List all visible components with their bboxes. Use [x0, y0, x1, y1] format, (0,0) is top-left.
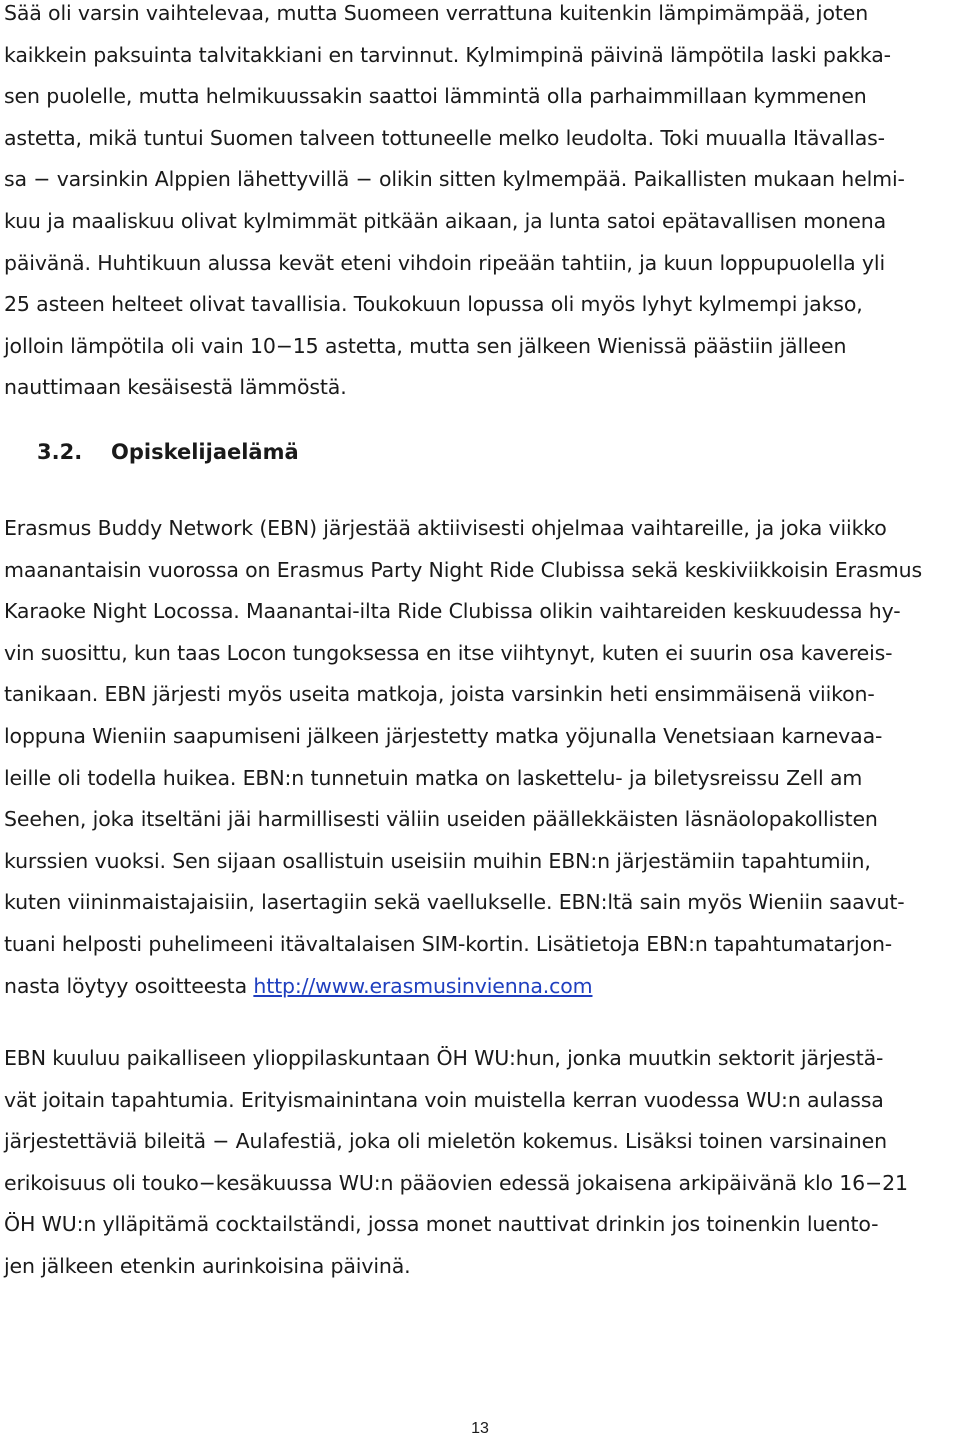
- text-line: loppuna Wieniin saapumiseni jälkeen järjestetty matka yöjunalla Venetsiaan karnevaa-: [4, 723, 883, 748]
- paragraph-weather: [4, 0, 905, 409]
- text-line: kurssien vuoksi. Sen sijaan osallistuin useisiin muihin EBN:n järjestämiin tapahtumiin,: [4, 848, 871, 873]
- text-line: astetta, mikä tuntui Suomen talveen tottuneelle melko leudolta. Toki muualla Itävallas-: [4, 125, 885, 150]
- section-heading: [4, 440, 299, 464]
- text-line: ÖH WU:n ylläpitämä cocktailständi, jossa monet nauttivat drinkin jos toinenkin luento-: [4, 1212, 879, 1237]
- text-line: sen puolelle, mutta helmikuussakin saattoi lämmintä olla parhaimmillaan kymmenen: [4, 84, 867, 109]
- text-line-with-link: [4, 966, 922, 1008]
- text-line: sa − varsinkin Alppien lähettyvillä − olikin sitten kylmempää. Paikallisten mukaan helmi-: [4, 167, 905, 192]
- text-line: kaikkein paksuinta talvitakkiani en tarvinnut. Kylmimpinä päivinä lämpötila laski pakka-: [4, 42, 891, 67]
- text-line: päivänä. Huhtikuun alussa kevät eteni vihdoin ripeään tahtiin, ja kuun loppupuolella yli: [4, 250, 886, 275]
- text-line: Karaoke Night Locossa. Maanantai-ilta Ride Clubissa olikin vaihtareiden keskuudessa hy-: [4, 599, 901, 624]
- text-line: Seehen, joka itseltäni jäi harmillisesti väliin useiden päällekkäisten läsnäolopakollisten: [4, 807, 878, 832]
- paragraph-ebn: [4, 508, 922, 1007]
- erasmus-vienna-link[interactable]: http://www.erasmusinvienna.com: [253, 973, 593, 998]
- text-line: Erasmus Buddy Network (EBN) järjestää aktiivisesti ohjelmaa vaihtareille, ja joka viikko: [4, 516, 887, 540]
- text-line: järjestettäviä bileitä − Aulafestiä, joka oli mieletön kokemus. Lisäksi toinen varsinainen: [4, 1129, 887, 1154]
- text-line: maanantaisin vuorossa on Erasmus Party Night Ride Clubissa sekä keskiviikkoisin Erasmus: [4, 557, 922, 582]
- text-line: jolloin lämpötila oli vain 10−15 astetta, mutta sen jälkeen Wienissä päästiin jälleen: [4, 333, 847, 358]
- text-line: tuani helposti puhelimeeni itävaltalaisen SIM-kortin. Lisätietoja EBN:n tapahtumatarjon-: [4, 931, 893, 956]
- text-line: nauttimaan kesäisestä lämmöstä.: [4, 375, 347, 400]
- text-line: tanikaan. EBN järjesti myös useita matkoja, joista varsinkin heti ensimmäisenä viikon-: [4, 682, 875, 707]
- text-line: 25 asteen helteet olivat tavallisia. Toukokuun lopussa oli myös lyhyt kylmempi jakso,: [4, 292, 863, 317]
- text-line: jen jälkeen etenkin aurinkoisina päivinä.: [4, 1253, 411, 1278]
- page-number: 13: [471, 1420, 489, 1437]
- section-number: 3.2.: [37, 440, 83, 464]
- text-line: Sää oli varsin vaihtelevaa, mutta Suomeen verrattuna kuitenkin lämpimämpää, joten: [4, 1, 869, 25]
- text-line: vät joitain tapahtumia. Erityismainintana voin muistella kerran vuodessa WU:n aulassa: [4, 1087, 884, 1112]
- text-line: vin suosittu, kun taas Locon tungoksessa en itse viihtynyt, kuten ei suurin osa kavereis-: [4, 640, 893, 665]
- paragraph-oh-wu: [4, 1038, 908, 1288]
- link-prefix-text: nasta löytyy osoitteesta: [4, 973, 254, 998]
- section-title: Opiskelijaelämä: [111, 440, 299, 464]
- text-line: kuten viininmaistajaisiin, lasertagiin sekä vaellukselle. EBN:ltä sain myös Wieniin saavut-: [4, 890, 905, 915]
- text-line: erikoisuus oli touko−kesäkuussa WU:n pääovien edessä jokaisena arkipäivänä klo 16−21: [4, 1170, 908, 1195]
- text-line: EBN kuuluu paikalliseen ylioppilaskuntaan ÖH WU:hun, jonka muutkin sektorit järjestä-: [4, 1046, 884, 1070]
- text-line: leille oli todella huikea. EBN:n tunnetuin matka on laskettelu- ja biletysreissu Zell am: [4, 765, 863, 790]
- text-line: kuu ja maaliskuu olivat kylmimmät pitkään aikaan, ja lunta satoi epätavallisen monena: [4, 208, 887, 233]
